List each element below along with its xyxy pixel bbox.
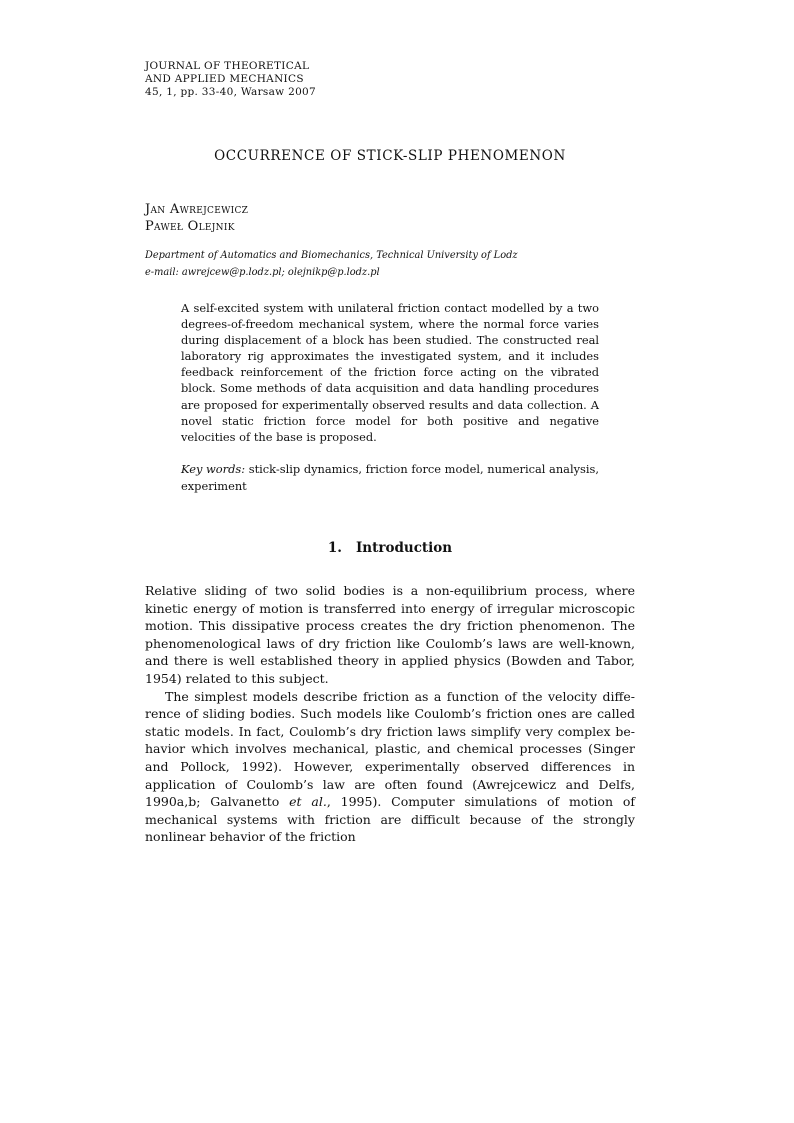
section-title: Introduction — [355, 540, 453, 556]
author-name: Jan Awrejcewicz — [145, 202, 249, 217]
affiliation-block — [145, 247, 518, 281]
author-emails: e-mail: awrejcew@p.lodz.pl; olejnikp@p.lodz.pl — [145, 267, 380, 278]
keywords-text: stick-slip dynamics, friction force model, numerical analysis, experiment — [181, 462, 600, 493]
paragraph — [145, 688, 635, 846]
keywords-label: Key words: — [181, 462, 246, 476]
journal-name-line1: JOURNAL OF THEORETICAL — [145, 60, 310, 72]
journal-name-line2: AND APPLIED MECHANICS — [145, 73, 304, 85]
paragraph: Relative sliding of two solid bodies is a non-equilibrium process, where kinetic energy of motion is transferred into energy of irregular microscopic motion. This dissipative process creates the dry friction phenomenon. The phenomenological laws of dry friction like Coulomb’s laws are well-known, and there is well established theory in applied physics (Bowden and Tabor, 1954) related to this subject. — [145, 583, 635, 686]
author-name: Paweł Olejnik — [145, 219, 235, 234]
paragraph-text: The simplest models describe friction as a function of the velocity difference of sliding bodies. Such models like Coulomb’s friction ones are called static models. In fact, Coulomb’s dry friction laws simplify very complex behavior which involves mechanical, plastic, and chemical processes (Singer and Pollock, 1992). However, experimentally observed differences in application of Coulomb’s law are often found (Awrejcewicz and Delfs, 1990a,b; Galvanetto — [145, 688, 635, 810]
author-list — [145, 201, 248, 235]
paper-title: OCCURRENCE OF STICK-SLIP PHENOMENON — [214, 148, 566, 164]
body-text — [145, 582, 635, 846]
keywords — [181, 461, 599, 495]
paragraph-text: , 1995). Computer simulations of motion of mechanical systems with friction are difficult because of the strongly nonlinear behavior of the friction — [145, 794, 635, 845]
abstract — [181, 300, 599, 445]
journal-volume-info: 45, 1, pp. 33-40, Warsaw 2007 — [145, 86, 317, 98]
section-number: 1. — [327, 540, 342, 556]
affiliation: Department of Automatics and Biomechanics, Technical University of Lodz — [145, 250, 518, 261]
paragraph-italic-text: et al. — [289, 794, 327, 810]
abstract-text: A self-excited system with unilateral friction contact modelled by a two degrees-of-freedom mechanical system, where the normal force varies during displacement of a block has been studied. The constructed real laboratory rig approximates the investigated system, and it includes feedback reinforcement of the friction force acting on the vibrated block. Some methods of data acquisition and data handling procedures are proposed for experimentally observed results and data collection. A novel static friction force model for both positive and negative velocities of the base is proposed. — [181, 301, 599, 444]
journal-header — [145, 60, 445, 99]
section-heading — [145, 540, 635, 556]
